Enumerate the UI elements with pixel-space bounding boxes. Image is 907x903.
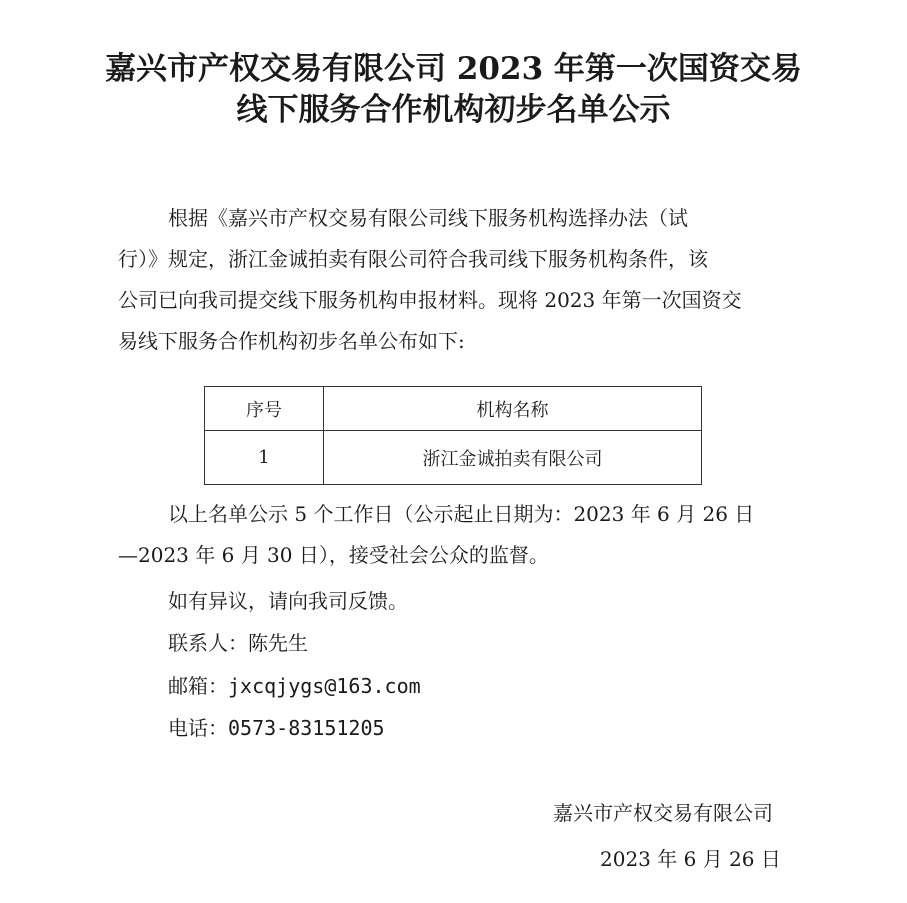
cell-index: 1 [205,431,324,485]
table-header-row [205,387,702,431]
phone-label: 电话： [168,716,228,740]
email-row [168,670,421,699]
cell-name: 浙江金诚拍卖有限公司 [324,431,702,485]
intro-line: 行）》规定，浙江金诚拍卖有限公司符合我司线下服务机构条件，该 [118,247,708,271]
contact-value: 陈先生 [248,631,308,655]
document-title-line-2: 线下服务合作机构初步名单公示 [236,92,671,128]
intro-line: 公司已向我司提交线下服务机构申报材料。现将 2023 年第一次国资交 [118,288,742,312]
phone-value: 0573-83151205 [228,716,385,740]
notice-line-2: —2023 年 6 月 30 日），接受社会公众的监督。 [118,543,549,567]
contact-row [168,627,308,656]
notice-line-1: 以上名单公示 5 个工作日（公示起止日期为：2023 年 6 月 26 日 [168,502,755,526]
intro-paragraph [118,198,798,362]
institution-table [204,386,702,485]
intro-line: 易线下服务合作机构初步名单公布如下: [118,329,465,353]
email-value: jxcqjygs@163.com [228,674,421,698]
intro-line: 根据《嘉兴市产权交易有限公司线下服务机构选择办法（试 [168,206,688,230]
contact-label: 联系人： [168,631,248,655]
email-label: 邮箱： [168,674,228,698]
signature-date: 2023 年 6 月 26 日 [600,847,781,871]
document-title-line-1: 嘉兴市产权交易有限公司 2023 年第一次国资交易 [105,51,802,87]
header-index: 序号 [205,387,324,431]
objection-text: 如有异议，请向我司反馈。 [168,589,408,613]
signature-company: 嘉兴市产权交易有限公司 [553,801,773,825]
header-name: 机构名称 [324,387,702,431]
table-row [205,431,702,485]
phone-row [168,712,385,741]
